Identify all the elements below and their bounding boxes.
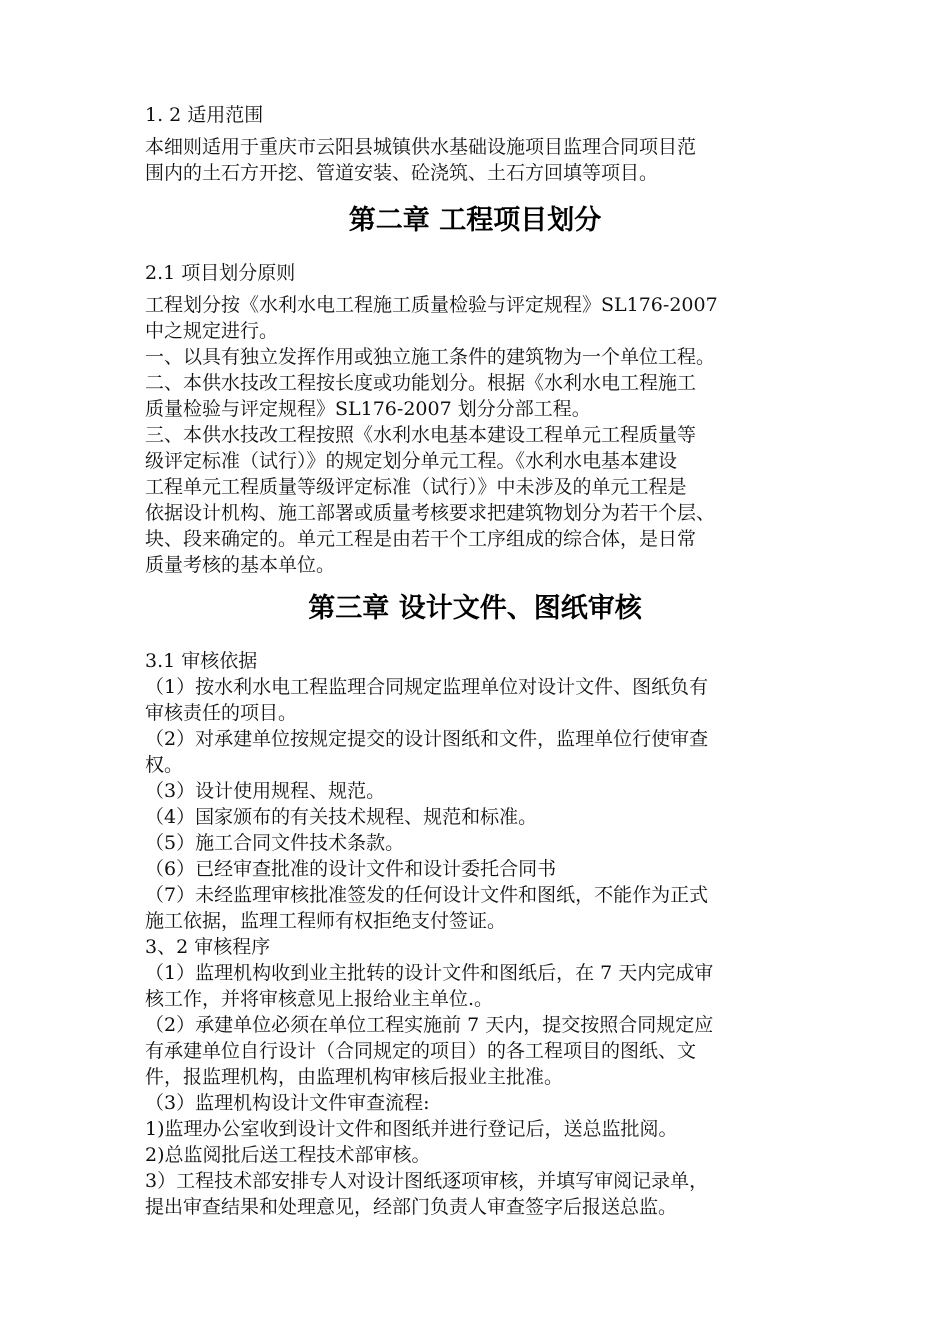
paragraph-line: 审核责任的项目。	[145, 702, 298, 724]
section-heading: 3.1 审核依据	[145, 650, 258, 672]
section-heading: 2.1 项目划分原则	[145, 262, 296, 284]
paragraph-line: 中之规定进行。	[145, 320, 279, 342]
paragraph-line: 权。	[145, 754, 184, 776]
paragraph-line: 质量考核的基本单位。	[145, 554, 336, 576]
section-heading: 1. 2 适用范围	[145, 104, 264, 126]
paragraph-line: 有承建单位自行设计（合同规定的项目）的各工程项目的图纸、文	[145, 1040, 697, 1062]
section-heading: 3、2 审核程序	[145, 936, 271, 958]
paragraph-line: 件，报监理机构，由监理机构审核后报业主批准。	[145, 1066, 564, 1088]
paragraph-line: （4）国家颁布的有关技术规程、规范和标准。	[145, 806, 538, 828]
paragraph-line: （3）设计使用规程、规范。	[145, 780, 386, 802]
chapter-3-title: 第三章 设计文件、图纸审核	[308, 593, 642, 624]
paragraph-line: 3）工程技术部安排专人对设计图纸逐项审核，并填写审阅记录单，	[145, 1170, 709, 1192]
paragraph-line: 围内的土石方开挖、管道安装、砼浇筑、土石方回填等项目。	[145, 162, 659, 184]
paragraph-line: 依据设计机构、施工部署或质量考核要求把建筑物划分为若干个层、	[145, 502, 716, 524]
chapter-3-body	[145, 648, 815, 1220]
paragraph-line: （3）监理机构设计文件审查流程:	[145, 1092, 430, 1114]
paragraph-line: 施工依据，监理工程师有权拒绝支付签证。	[145, 910, 507, 932]
paragraph-line: 核工作，并将审核意见上报给业主单位.。	[145, 988, 494, 1010]
paragraph-line: （2）对承建单位按规定提交的设计图纸和文件，监理单位行使审查	[145, 728, 709, 750]
paragraph-line: （1）监理机构收到业主批转的设计文件和图纸后，在 7 天内完成审	[145, 962, 714, 984]
paragraph-line: （1）按水利水电工程监理合同规定监理单位对设计文件、图纸负有	[145, 676, 709, 698]
paragraph-line: （2）承建单位必须在单位工程实施前 7 天内，提交按照合同规定应	[145, 1014, 714, 1036]
paragraph-line: 提出审查结果和处理意见，经部门负责人审查签字后报送总监。	[145, 1196, 678, 1218]
paragraph-line: 二、本供水技改工程按长度或功能划分。根据《水利水电工程施工	[145, 372, 697, 394]
paragraph-line: 工程单元工程质量等级评定标准（试行）》中未涉及的单元工程是	[145, 476, 687, 498]
paragraph-line: 级评定标准（试行）》的规定划分单元工程。《水利水电基本建设	[145, 450, 678, 472]
paragraph-line: （5）施工合同文件技术条款。	[145, 832, 405, 854]
paragraph-line: 三、本供水技改工程按照《水利水电基本建设工程单元工程质量等	[145, 424, 697, 446]
chapter-2-title: 第二章 工程项目划分	[348, 205, 602, 236]
paragraph-line: 本细则适用于重庆市云阳县城镇供水基础设施项目监理合同项目范	[145, 136, 697, 158]
paragraph-line: 一、以具有独立发挥作用或独立施工条件的建筑物为一个单位工程。	[145, 346, 716, 368]
paragraph-line: 质量检验与评定规程》SL176-2007 划分分部工程。	[145, 398, 591, 420]
paragraph-line: 块、段来确定的。单元工程是由若干个工序组成的综合体，是日常	[145, 528, 697, 550]
paragraph-line: 工程划分按《水利水电工程施工质量检验与评定规程》SL176-2007	[145, 294, 718, 316]
paragraph-line: （6）已经审查批准的设计文件和设计委托合同书	[145, 858, 557, 880]
paragraph-line: （7）未经监理审核批准签发的任何设计文件和图纸，不能作为正式	[145, 884, 709, 906]
section-2-1	[145, 260, 815, 578]
section-1-2	[145, 102, 815, 186]
paragraph-line: 1)监理办公室收到设计文件和图纸并进行登记后，送总监批阅。	[145, 1118, 678, 1140]
paragraph-line: 2)总监阅批后送工程技术部审核。	[145, 1144, 431, 1166]
